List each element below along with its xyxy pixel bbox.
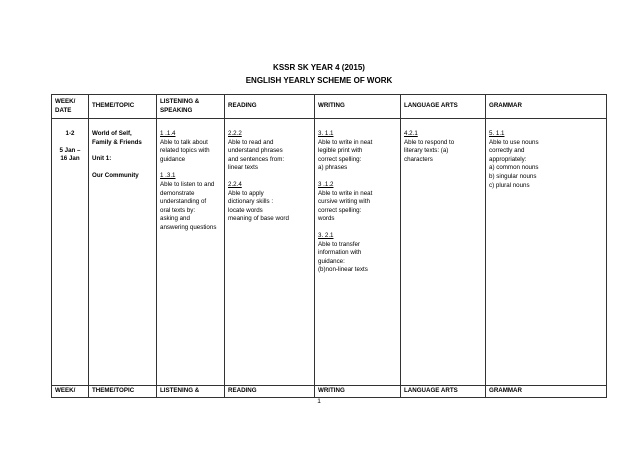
- table-row: [52, 119, 607, 386]
- cell-week-date: [52, 119, 89, 386]
- header-listening-speaking: LISTENING & SPEAKING: [157, 95, 225, 119]
- table-header-row: [52, 95, 607, 119]
- footer-listening: LISTENING &: [157, 386, 225, 398]
- footer-writing: WRITING: [315, 386, 401, 398]
- scheme-table: [51, 94, 607, 398]
- table-repeat-header-row: [52, 386, 607, 398]
- cell-reading: 2.2.2 Able to read and understand phrases and sentences from: linear texts 2.2.4 Able to apply dictionary skills : locate words meaning of base word: [225, 119, 315, 386]
- skill-code: 5. 1.1: [489, 130, 505, 137]
- skill-code: 3 .1.2: [318, 180, 334, 188]
- skill-code: 1 .3.1: [160, 172, 176, 180]
- page-number: 1: [317, 398, 321, 405]
- footer-theme: THEME/TOPIC: [89, 386, 157, 398]
- skill-code: 2.2.4: [228, 180, 242, 188]
- footer-grammar: GRAMMAR: [486, 386, 607, 398]
- footer-reading: READING: [225, 386, 315, 398]
- document-title: KSSR SK YEAR 4 (2015): [273, 63, 365, 72]
- header-grammar: GRAMMAR: [486, 95, 607, 119]
- header-reading: READING: [225, 95, 315, 119]
- skill-code: 4.2.1: [404, 130, 418, 137]
- cell-writing: 3. 1.1 Able to write in neat legible print with correct spelling: a) phrases 3 .1.2 Able to write in neat cursive writing with correct spelling: words 3. 2.1 Able to transfer information with guidance: (b)non-linear texts: [315, 119, 401, 386]
- header-writing: WRITING: [315, 95, 401, 119]
- footer-language-arts: LANGUAGE ARTS: [401, 386, 486, 398]
- cell-listening-speaking: 1 .1.4 Able to talk about related topics with guidance 1 .3.1 Able to listen to and demonstrate understanding of oral texts by: asking and answering questions: [157, 119, 225, 386]
- skill-code: 1 .1.4: [160, 130, 176, 137]
- skill-code: 3. 1.1: [318, 130, 334, 137]
- header-week-date: WEEK/ DATE: [52, 95, 89, 119]
- cell-language-arts: 4.2.1 Able to respond to literary texts: (a) characters: [401, 119, 486, 386]
- unit-label: Unit 1:: [92, 155, 112, 163]
- topic-label: Our Community: [92, 171, 139, 179]
- document-subtitle: ENGLISH YEARLY SCHEME OF WORK: [245, 76, 393, 85]
- header-language-arts: LANGUAGE ARTS: [401, 95, 486, 119]
- header-theme-topic: THEME/TOPIC: [89, 95, 157, 119]
- week-number: 1-2: [65, 130, 75, 137]
- skill-code: 2.2.2: [228, 130, 242, 137]
- cell-grammar: 5. 1.1 Able to use nouns correctly and appropriately: a) common nouns b) singular nouns c) plural nouns: [486, 119, 607, 386]
- date-end: 16 Jan: [60, 155, 80, 163]
- skill-code: 3. 2.1: [318, 231, 334, 239]
- date-start: 5 Jan –: [59, 146, 81, 154]
- footer-week: WEEK/: [52, 386, 89, 398]
- cell-theme-topic: World of Self, Family & Friends Unit 1: Our Community: [89, 119, 157, 386]
